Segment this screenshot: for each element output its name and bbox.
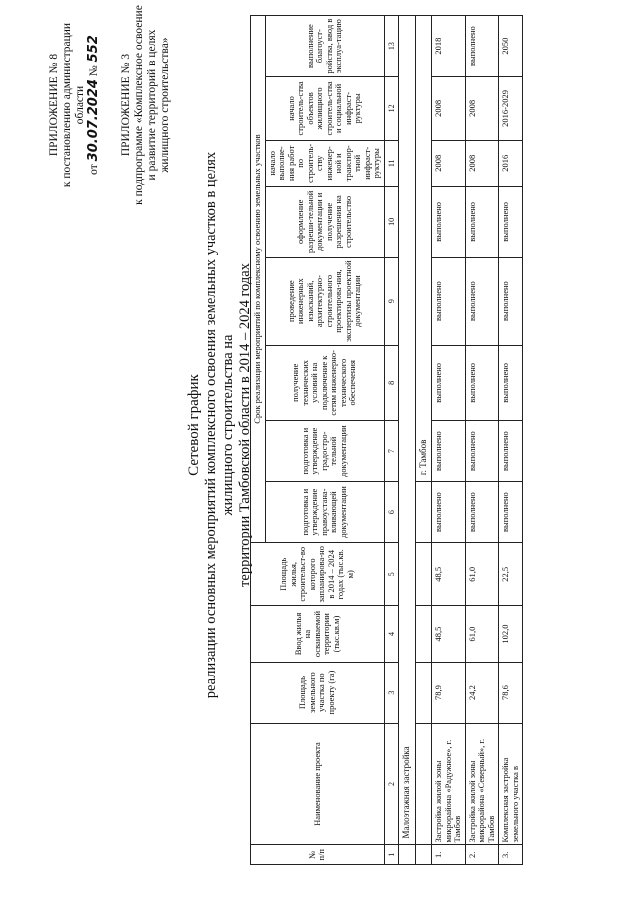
row-c11: 2008 [465,140,499,186]
table-row [499,16,523,865]
handwritten-number: 552 [86,35,101,63]
col-header-6: подготовка и утверждение правоустана-вливающей документации [265,482,384,543]
row-c12: 2016-2029 [499,77,523,140]
col-header-7: подготовка и утверждение градостро-тельной документации [265,421,384,482]
row-commission: 48,5 [432,606,466,662]
appendix-3-line1: к подпрограмме «Комплексное освоение [133,5,145,205]
row-c6: выполнено [465,482,499,543]
col-header-8: получение технических условий на подключение к сетям инженерно-технического обеспечения [265,345,384,421]
city-row [415,16,432,865]
row-c7: выполнено [499,421,523,482]
row-c12: 2008 [432,77,466,140]
col-header-name: Наименование проекта [251,723,385,845]
col-header-num: № п/п [251,845,385,865]
schedule-table [250,15,523,865]
row-num: 3. [499,845,523,865]
col-header-11: начало выполне-ния работ по строитель-ству инженер-ной и транспор-тной инфраст-руктуры [265,140,384,186]
row-c10: выполнено [432,186,466,257]
col-header-10: оформление разреши-тельной документации и получение разрешения на строительство [265,186,384,257]
row-c11: 2016 [499,140,523,186]
row-name: Комплексная застройка земельного участка в [499,723,523,845]
document-title [186,135,254,715]
title-line3: территории Тамбовской области в 2014 – 2024 годах [237,263,253,587]
col-number: 11 [384,140,399,186]
city-label: г. Тамбов [415,16,432,482]
handwritten-date: 30.07.2024 [86,79,101,162]
row-c8: выполнено [465,345,499,421]
col-number: 13 [384,16,399,77]
row-c7: выполнено [432,421,466,482]
col-number: 4 [384,606,399,662]
col-number: 8 [384,345,399,421]
appendix-8-header [48,5,101,205]
col-number: 2 [384,723,399,845]
row-commission: 61,0 [465,606,499,662]
col-header-9: проведение инженерных изысканий, архитектурно-строительного проектирова-ния, экспертизы проектной документации [265,257,384,345]
row-c9: выполнено [432,257,466,345]
row-housing: 61,0 [465,543,499,606]
header-row-1 [251,16,266,865]
col-header-area: Площадь земельного участка по проекту (га) [251,662,385,723]
row-c8: выполнено [432,345,466,421]
col-number: 5 [384,543,399,606]
col-header-commissioning: Ввод жилья на осваиваемой территории (тыс.кв.м) [251,606,385,662]
col-number: 7 [384,421,399,482]
row-area: 78,9 [432,662,466,723]
row-housing: 22,5 [499,543,523,606]
row-c10: выполнено [499,186,523,257]
appendix-3-title: ПРИЛОЖЕНИЕ № 3 [120,53,132,157]
col-number: 12 [384,77,399,140]
col-number: 3 [384,662,399,723]
col-header-13: выполнение благоуст-ройства, ввод в эксплуа-тацию [265,16,384,77]
row-c11: 2008 [432,140,466,186]
col-number: 6 [384,482,399,543]
appendix-3-line2: и развитие территорий в целях [146,29,158,181]
row-c13: выполнено [465,16,499,77]
row-c12: 2008 [465,77,499,140]
row-c9: выполнено [499,257,523,345]
row-name: Застройка жилой зоны микрорайона «Северный», г. Тамбов [465,723,499,845]
row-c7: выполнено [465,421,499,482]
row-housing: 48,5 [432,543,466,606]
row-name: Застройка жилой зоны микрорайона «Радужное», г. Тамбов [432,723,466,845]
col-header-12: начало строитель-ства объектов жилищного строитель-ства и социальной инфраст-руктуры [265,77,384,140]
col-header-deadline-group: Срок реализации мероприятий по комплексному освоению земельных участков [251,16,266,543]
title-line2: реализации основных мероприятий комплексного освоения земельных участков в целях жилищного строительства на [203,151,236,699]
row-num: 2. [465,845,499,865]
appendix-3-header [120,5,172,205]
row-c13: 2050 [499,16,523,77]
appendix-3-line3: жилищного строительства» [159,37,171,173]
appendix-8-title: ПРИЛОЖЕНИЕ № 8 [48,53,60,157]
title-line1: Сетевой график [186,374,202,476]
table-row [432,16,466,865]
col-header-housing-area: Площадь жилья, строительст-во которого запланирова-но в 2014 – 2024 годах (тыс.кв. м) [251,543,385,606]
row-c6: выполнено [499,482,523,543]
group-label: Малоэтажная застройка [399,16,416,846]
appendix-8-line: к постановлению администрации области [61,22,86,188]
row-c13: 2018 [432,16,466,77]
row-c9: выполнено [465,257,499,345]
col-number: 1 [384,845,399,865]
row-c6: выполнено [432,482,466,543]
row-area: 24,2 [465,662,499,723]
row-num: 1. [432,845,466,865]
row-commission: 102,0 [499,606,523,662]
row-c8: выполнено [499,345,523,421]
group-row [399,16,416,865]
row-c10: выполнено [465,186,499,257]
table-row [465,16,499,865]
row-area: 78,6 [499,662,523,723]
col-number: 10 [384,186,399,257]
appendix-8-date-line: от 30.07.2024 № 552 [86,35,101,175]
col-number: 9 [384,257,399,345]
column-number-row [384,16,399,865]
